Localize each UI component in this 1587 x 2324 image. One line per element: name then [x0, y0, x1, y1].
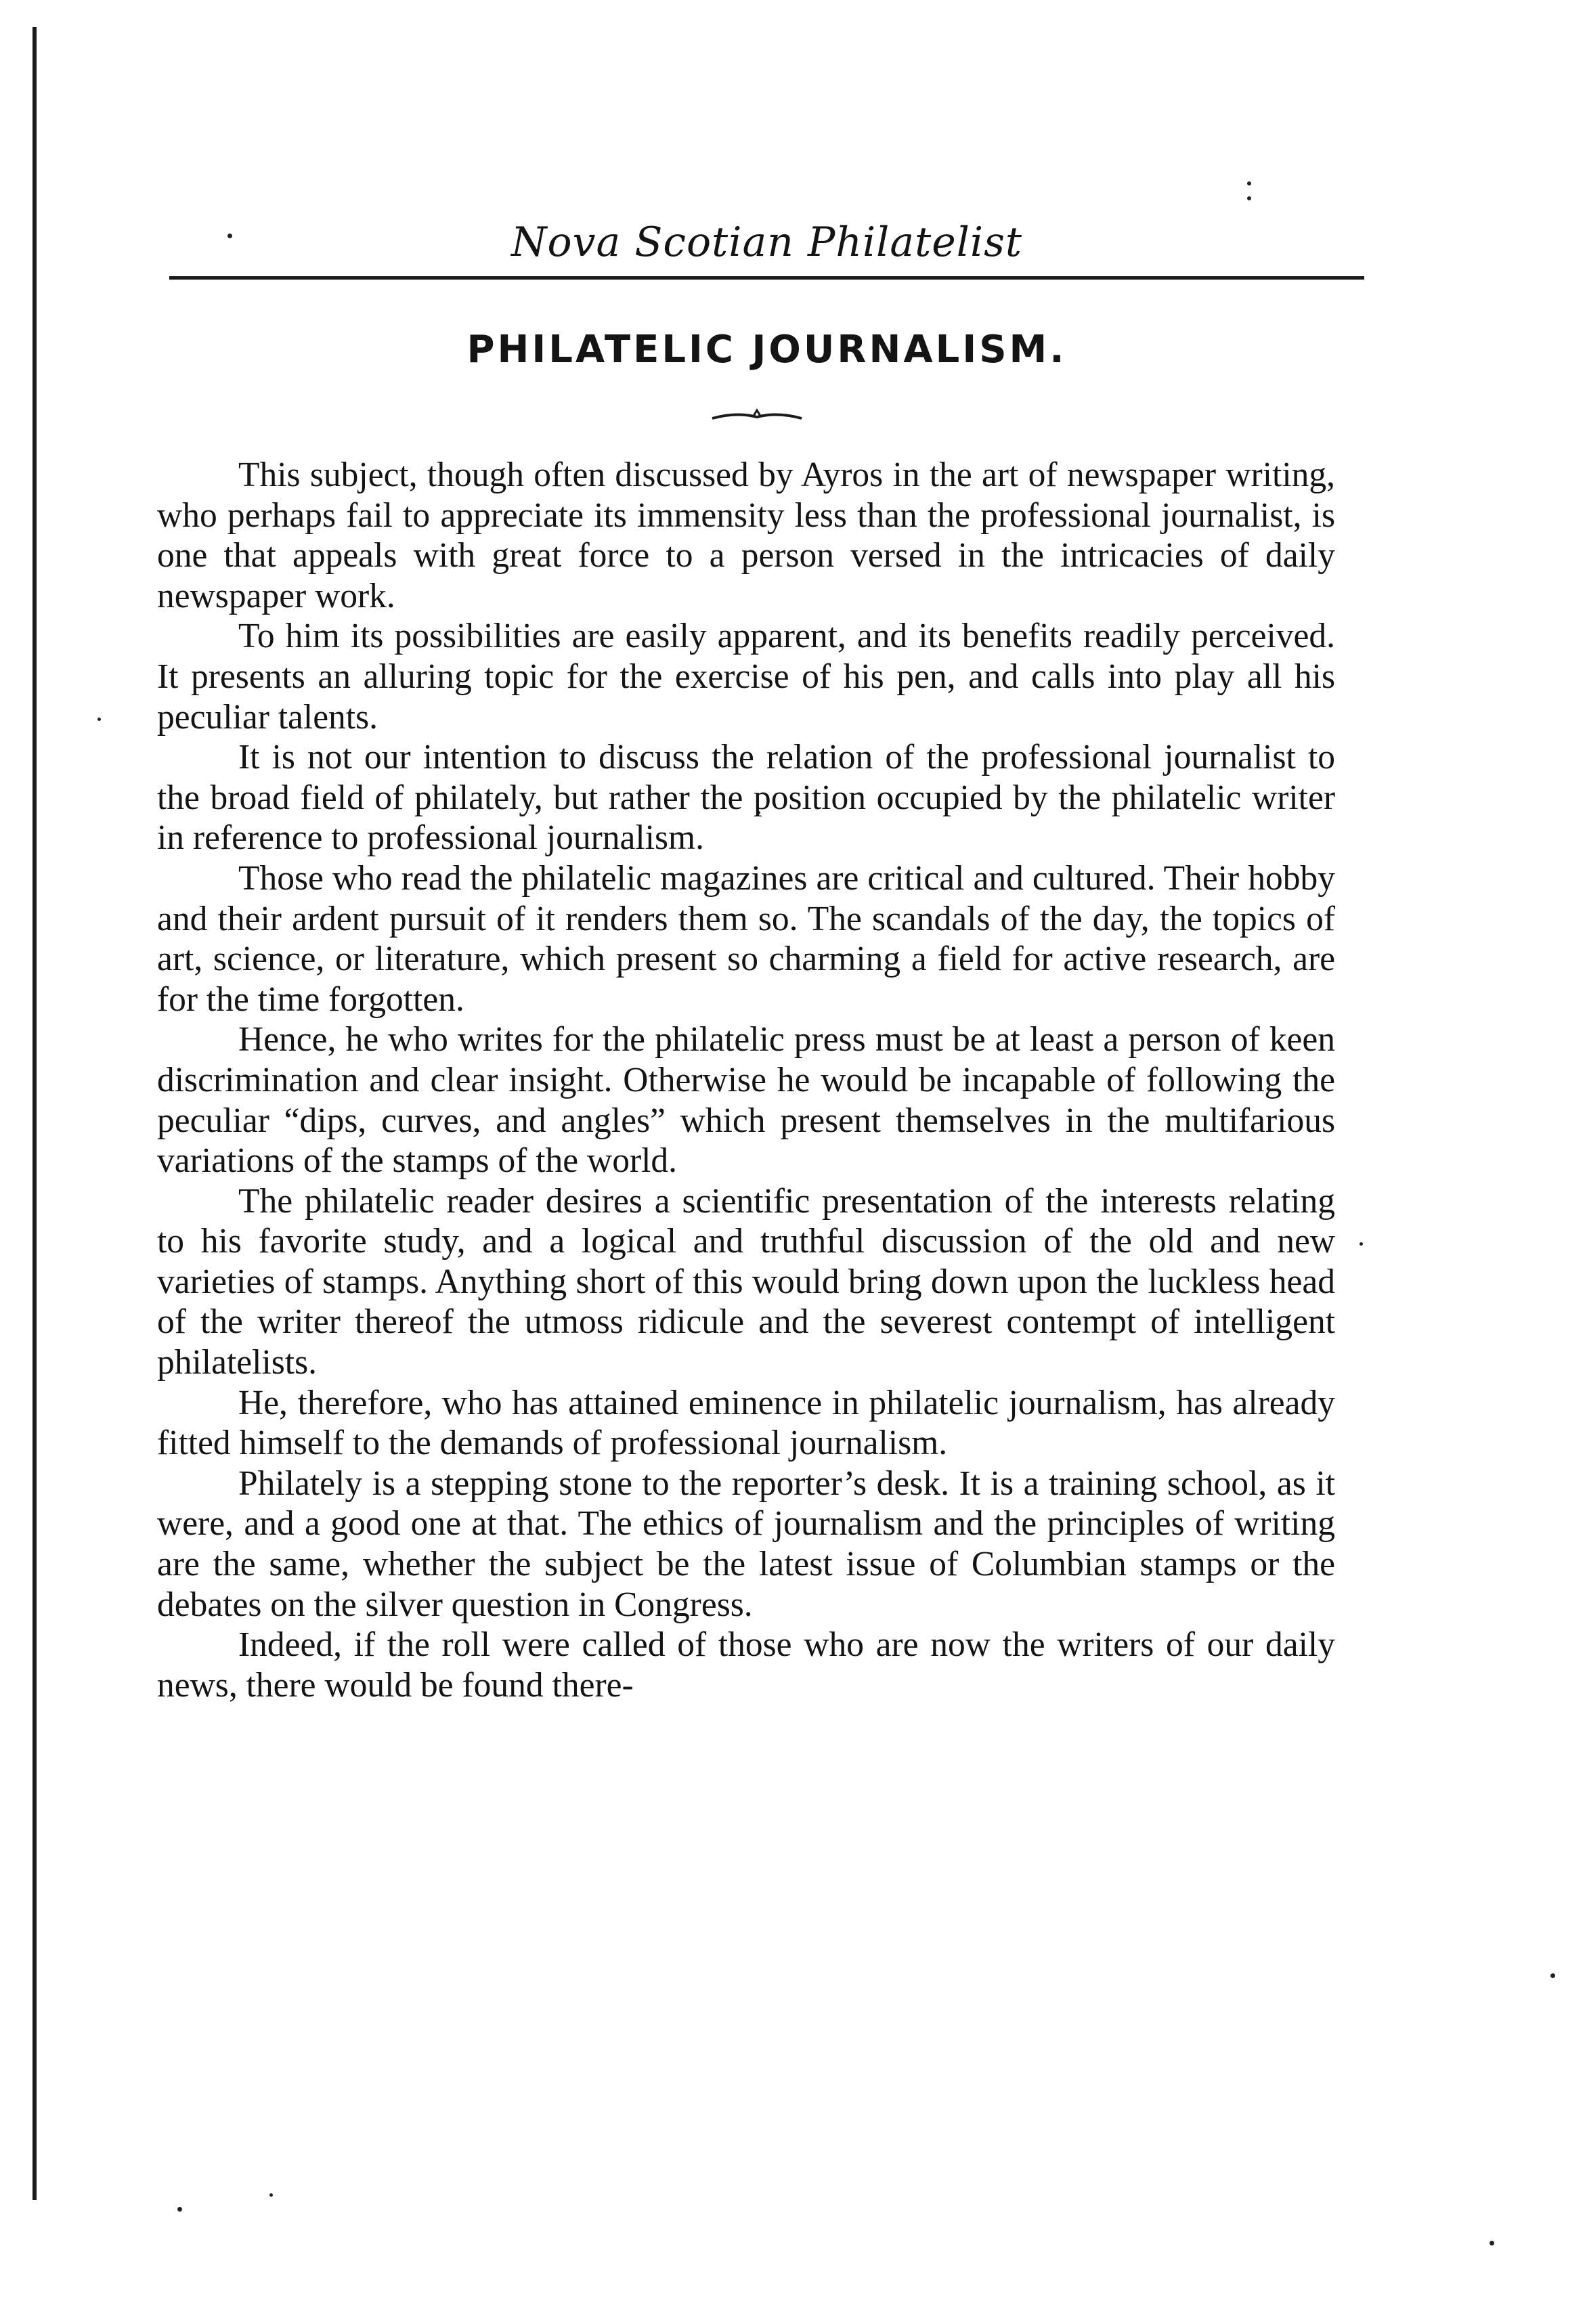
title-ornament-flourish [710, 406, 804, 426]
ink-speck [1490, 2241, 1494, 2245]
article-paragraph: He, therefore, who has attained eminence in philatelic journalism, has already fitted himself to the demands of professional journalism. [157, 1383, 1335, 1463]
article-paragraph: To him its possibilities are easily apparent, and its benefits readily perceived. It presents an alluring topic for the exercise of his pen, and calls into play all his peculiar talents. [157, 617, 1335, 737]
ink-speck [1247, 181, 1251, 185]
article-title: PHILATELIC JOURNALISM. [466, 328, 1067, 372]
ink-speck [1247, 196, 1251, 200]
article-paragraph: This subject, though often discussed by Ayros in the art of newspaper writing, who perhaps fail to appreciate its immensity less than the professional journalist, is one that appeals with great force to a person versed in the intricacies of daily newspaper work. [157, 456, 1335, 615]
article-paragraph: It is not our intention to discuss the relation of the professional journalist to the broad field of philately, but rather the position occupied by the philatelic writer in reference to professional journalism. [157, 738, 1335, 858]
article-paragraph: Philately is a stepping stone to the reporter’s desk. It is a training school, as it were, and a good one at that. The ethics of journalism and the principles of writing are the same, whether the subject be the latest issue of Columbian stamps or the debates on the silver question in Congress. [157, 1464, 1335, 1624]
ink-speck [177, 2207, 182, 2212]
article-body [157, 455, 1335, 1705]
article-paragraph: Hence, he who writes for the philatelic press must be at least a person of keen discrimination and clear insight. Otherwise he would be incapable of following the peculiar “dips, curves, and angles” which present themselves in the multifarious variations of the stamps of the world. [157, 1020, 1335, 1181]
ink-speck [269, 2193, 273, 2197]
ink-speck [97, 718, 101, 721]
article-paragraph: Indeed, if the roll were called of those who are now the writers of our daily news, there would be found there- [157, 1625, 1335, 1705]
running-title: Nova Scotian Philatelist [510, 219, 1023, 266]
ink-speck [1360, 1242, 1363, 1246]
header-rule [169, 276, 1364, 280]
article-paragraph: Those who read the philatelic magazines are critical and cultured. Their hobby and their ardent pursuit of it renders them so. The scandals of the day, the topics of art, science, or literature, which present so charming a field for active research, are for the time forgotten. [157, 858, 1335, 1019]
page-binding-edge [32, 27, 37, 2200]
article-paragraph: The philatelic reader desires a scientific presentation of the interests relating to his favorite study, and a logical and truthful discussion of the old and new varieties of stamps. Anything short of this would bring down upon the luckless head of the writer thereof the utmoss ridicule and the severest contempt of intelligent philatelists. [157, 1181, 1335, 1382]
ink-speck [1550, 1973, 1555, 1978]
